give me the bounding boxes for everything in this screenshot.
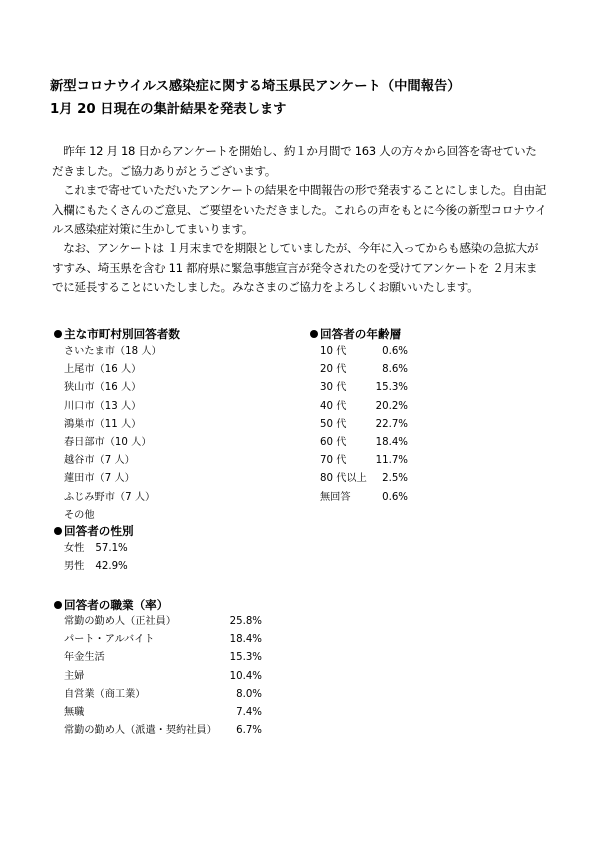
job-label: パート・アルバイト [64,634,155,646]
job-row [64,613,264,631]
age-value: 18.4% [375,436,408,448]
job-row [64,668,264,686]
document-title: 新型コロナウイルス感染症に関する埼玉県民アンケート（中間報告） [50,79,461,94]
job-label: 常勤の勤め人（派遣・契約社員） [64,725,217,737]
job-label: 常勤の勤め人（正社員） [64,616,177,627]
age-value: 8.6% [382,364,408,376]
city-item: 越谷市（7 人） [64,455,135,467]
job-value: 6.7% [236,725,262,737]
job-row [64,704,264,722]
job-value: 25.8% [229,616,262,627]
city-item: 狭山市（16 人） [64,382,142,394]
job-list [64,613,264,740]
job-value: 7.4% [236,706,262,718]
age-row [320,452,415,470]
age-label: 無回答 [320,491,351,503]
age-label: 20 代 [320,364,347,376]
age-value: 0.6% [382,346,408,357]
age-row [320,434,415,452]
age-row [320,343,415,361]
gender-label: 女性 [64,543,85,554]
city-item: その他 [64,509,95,521]
job-row [64,722,264,740]
gender-value: 57.1% [95,543,128,554]
job-label: 自営業（商工業） [64,688,146,700]
job-label: 主婦 [64,670,85,682]
intro-paragraph: 昨年 12 月 18 日からアンケートを開始し、約１か月間で 163 人の方々から回答を寄せていただきました。ご協力ありがとうございます。 [52,144,537,178]
gender-row [64,540,128,558]
gender-list [64,540,128,576]
age-list [320,343,415,507]
gender-value: 42.9% [95,561,128,573]
age-value: 0.6% [382,491,408,503]
report-paragraph: これまで寄せていただいたアンケートの結果を中間報告の形で発表することにしました。自由記入欄にもたくさんのご意見、ご要望をいただきました。これらの声をもとに今後の新型コロナウイルス感染症対策に生かしてまいります。 [52,183,547,237]
job-value: 15.3% [229,652,262,664]
document-subtitle: 1月 20 日現在の集計結果を発表します [50,102,287,117]
age-row [320,416,415,434]
job-row [64,686,264,704]
bullet-icon [54,330,62,338]
city-item: さいたま市（18 人） [64,346,162,357]
age-label: 80 代以上 [320,473,367,485]
gender-section-title: 回答者の性別 [64,524,134,538]
age-label: 50 代 [320,418,347,430]
age-row [320,398,415,416]
job-label: 年金生活 [64,652,105,664]
city-item: 川口市（13 人） [64,400,142,412]
job-section-heading [54,597,168,613]
gender-section-heading [54,523,134,539]
city-item: 鴻巣市（11 人） [64,418,142,430]
age-row [320,379,415,397]
bullet-icon [54,527,62,535]
gender-row [64,558,128,576]
age-row [320,361,415,379]
age-section-heading [310,326,401,342]
age-row [320,489,415,507]
job-value: 10.4% [229,670,262,682]
age-label: 10 代 [320,346,347,357]
job-row [64,631,264,649]
job-value: 18.4% [229,634,262,646]
job-value: 8.0% [236,688,262,700]
city-list [64,343,162,525]
age-value: 15.3% [375,382,408,394]
age-label: 60 代 [320,436,347,448]
age-label: 30 代 [320,382,347,394]
city-item: 春日部市（10 人） [64,436,152,448]
age-value: 20.2% [375,400,408,412]
job-label: 無職 [64,706,85,718]
city-section-heading [54,326,180,342]
job-row [64,649,264,667]
job-section-title: 回答者の職業（率） [64,598,169,612]
bullet-icon [54,601,62,609]
age-section-title: 回答者の年齢層 [320,327,402,341]
age-value: 11.7% [375,455,408,467]
city-item: 上尾市（16 人） [64,364,142,376]
city-item: ふじみ野市（7 人） [64,491,156,503]
city-item: 蓮田市（7 人） [64,473,135,485]
bullet-icon [310,330,318,338]
gender-label: 男性 [64,561,85,573]
extension-paragraph: なお、アンケートは １月末までを期限としていましたが、今年に入ってからも感染の急拡大がすすみ、埼玉県を含む 11 都府県に緊急事態宣言が発令されたのを受けてアンケートを ２月末までに延長することにいたしました。みなさまのご協力をよろしくお願いいたします。 [52,241,539,295]
age-label: 70 代 [320,455,347,467]
age-row [320,470,415,488]
age-label: 40 代 [320,400,347,412]
age-value: 2.5% [382,473,408,485]
city-section-title: 主な市町村別回答者数 [64,327,180,341]
age-value: 22.7% [375,418,408,430]
